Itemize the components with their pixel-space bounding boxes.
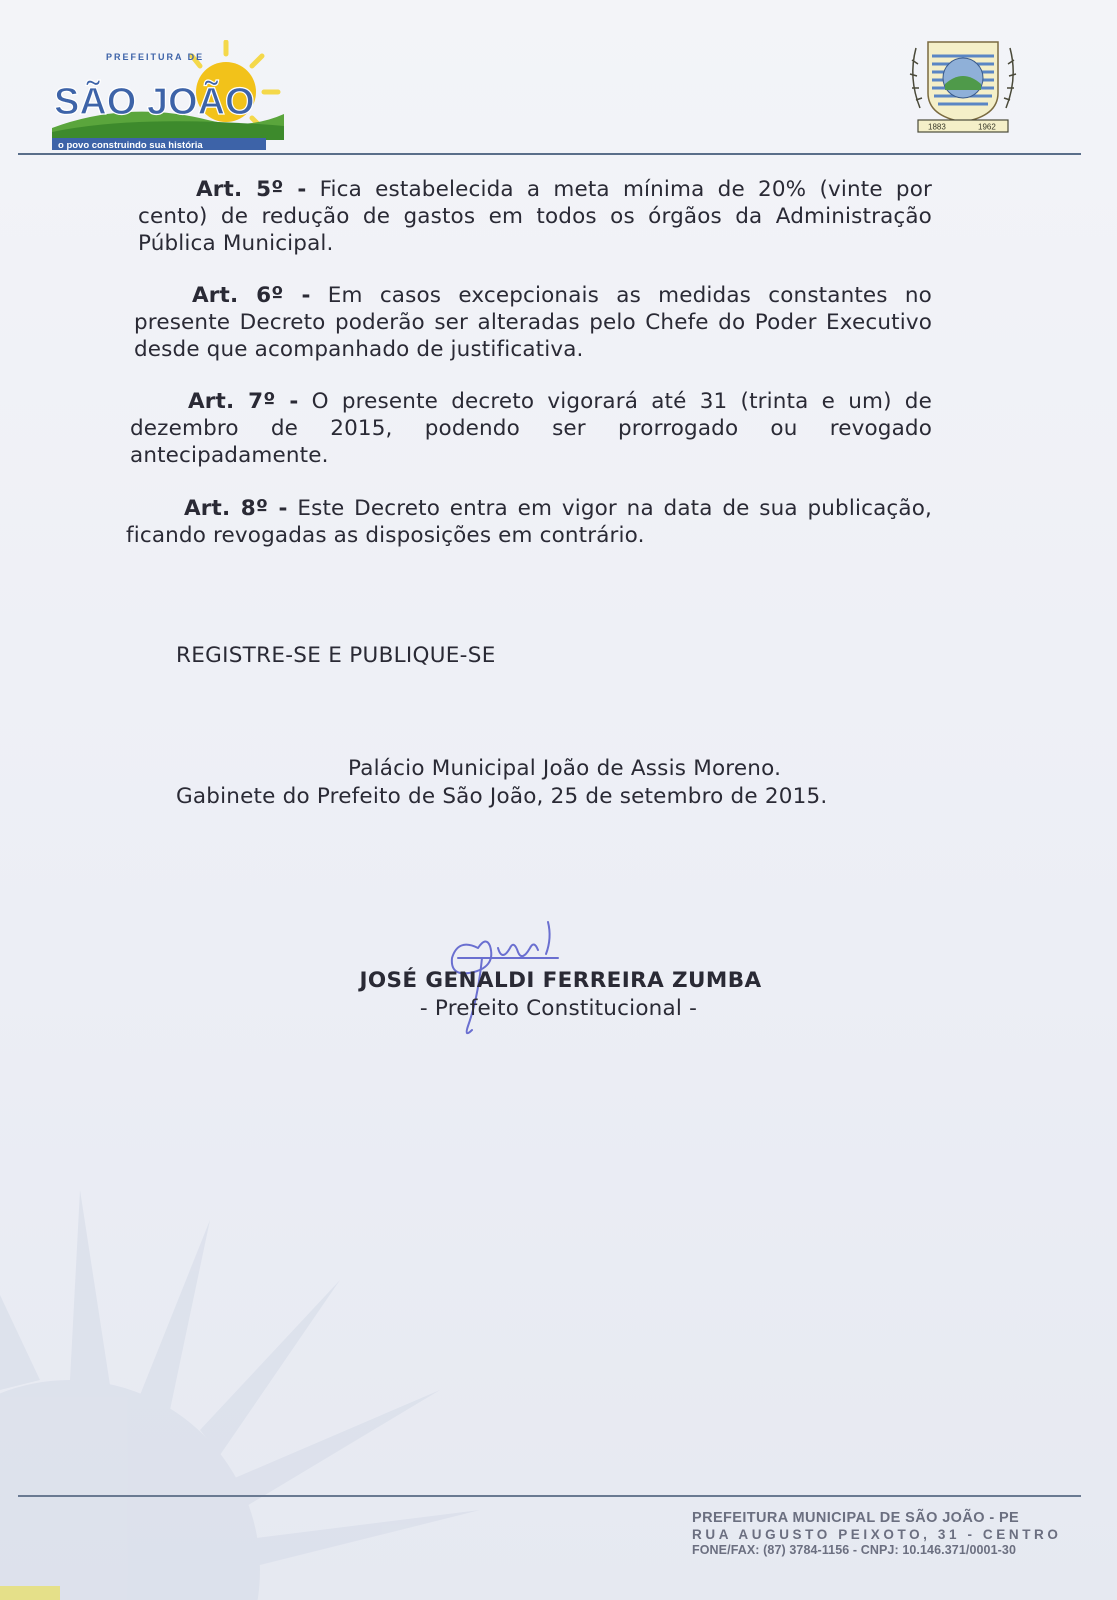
office-date-line: Gabinete do Prefeito de São João, 25 de setembro de 2015. <box>176 784 828 809</box>
svg-text:SÃO JOÃO: SÃO JOÃO <box>54 81 255 123</box>
sao-joao-logo <box>48 40 288 152</box>
svg-text:o povo construindo sua históri: o povo construindo sua história <box>58 140 203 151</box>
edge-strip <box>0 1586 60 1600</box>
footer-street: RUA AUGUSTO PEIXOTO, 31 - CENTRO <box>692 1527 1062 1542</box>
signatory-name: JOSÉ GENALDI FERREIRA ZUMBA <box>359 968 762 993</box>
article-8 <box>126 495 932 549</box>
article-text: Em casos excepcionais as medidas constantes no presente Decreto poderão ser alteradas pelo Chefe do Poder Executivo desde que acompanhado de justificativa. <box>134 283 932 362</box>
crest-shield-icon <box>928 42 998 122</box>
sun-watermark <box>0 1150 580 1600</box>
footer-institution: PREFEITURA MUNICIPAL DE SÃO JOÃO - PE <box>692 1510 1020 1526</box>
svg-text:1962: 1962 <box>978 122 996 132</box>
palace-line: Palácio Municipal João de Assis Moreno. <box>348 756 782 781</box>
article-text: Fica estabelecida a meta mínima de 20% (vinte por cento) de redução de gastos em todos os órgãos da Administração Pública Municipal. <box>138 177 932 256</box>
article-text: O presente decreto vigorará até 31 (trinta e um) de dezembro de 2015, podendo ser prorrogado ou revogado antecipadamente. <box>130 389 932 468</box>
article-label: Art. 7º - <box>188 389 299 414</box>
article-7 <box>130 388 932 469</box>
svg-text:1883: 1883 <box>928 122 946 132</box>
article-label: Art. 6º - <box>192 283 311 308</box>
svg-text:PREFEITURA DE: PREFEITURA DE <box>106 52 205 62</box>
footer-address <box>692 1510 1062 1557</box>
place-and-date <box>176 755 827 811</box>
article-5 <box>138 176 932 257</box>
municipal-crest <box>898 38 1028 138</box>
article-label: Art. 8º - <box>184 496 288 521</box>
signatory-title: - Prefeito Constitucional - <box>419 996 698 1021</box>
footer-divider <box>18 1495 1081 1497</box>
article-text: Este Decreto entra em vigor na data de sua publicação, ficando revogadas as disposições em contrário. <box>126 496 932 548</box>
footer-contact: FONE/FAX: (87) 3784-1156 - CNPJ: 10.146.371/0001-30 <box>692 1543 1017 1557</box>
article-6 <box>134 282 932 363</box>
header-divider <box>18 153 1081 155</box>
register-publish-line: REGISTRE-SE E PUBLIQUE-SE <box>176 643 496 668</box>
article-label: Art. 5º - <box>196 177 307 202</box>
